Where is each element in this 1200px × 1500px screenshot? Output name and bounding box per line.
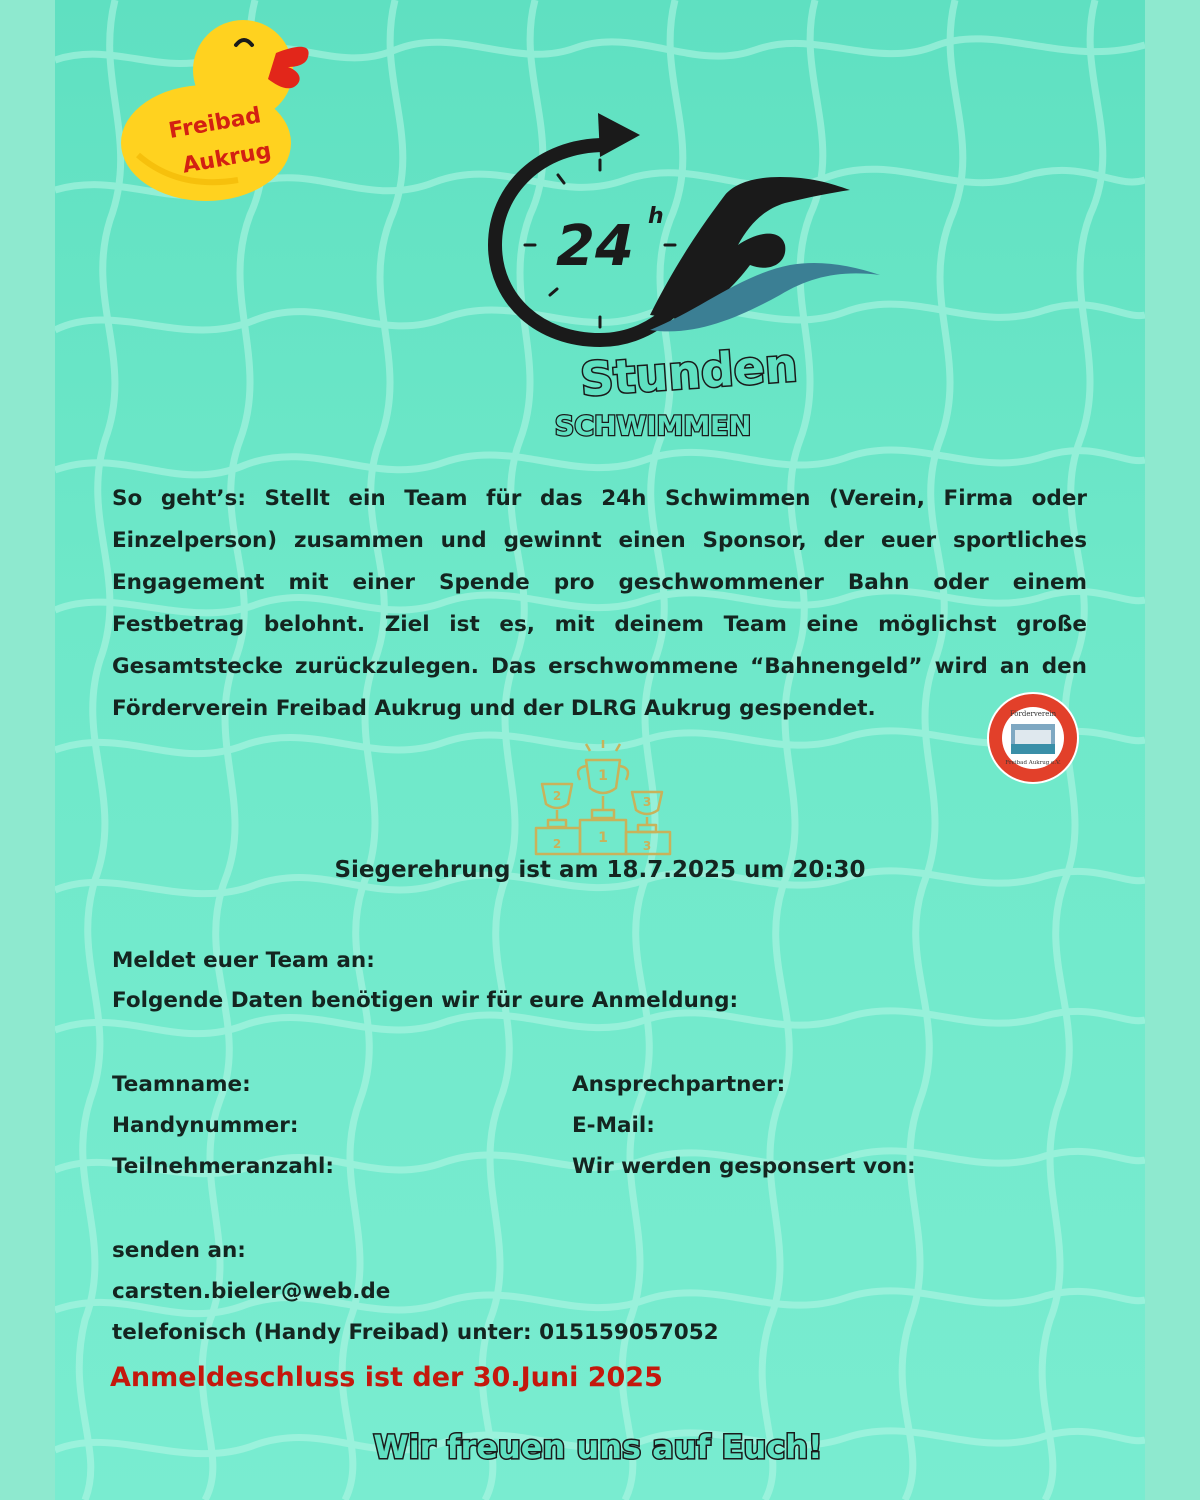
trophy-podium-icon	[528, 738, 678, 856]
trophy-2-label: 2	[552, 789, 562, 803]
logo-schwimmen-text: SCHWIMMEN	[554, 411, 752, 442]
logo-stunden-text: Stunden	[578, 337, 800, 407]
closing-message	[0, 1418, 1200, 1478]
field-label-teilnehmeranzahl: Teilnehmeranzahl:	[112, 1154, 335, 1179]
podium-3-label: 3	[642, 839, 652, 853]
logo-h-text: h	[648, 204, 664, 229]
24h-swimming-logo	[480, 105, 900, 445]
duck-label-line2: Aukrug	[180, 138, 274, 179]
trophy-3-label: 3	[642, 795, 652, 809]
signup-heading: Meldet euer Team an:	[112, 948, 375, 973]
badge-top-text: Förderverein	[1009, 710, 1057, 718]
field-label-email: E-Mail:	[572, 1113, 655, 1138]
rubber-duck-logo	[118, 15, 313, 205]
award-ceremony-text: Siegerehrung ist am 18.7.2025 um 20:30	[334, 857, 866, 883]
trophy-1-label: 1	[598, 768, 608, 784]
registration-deadline: Anmeldeschluss ist der 30.Juni 2025	[110, 1362, 663, 1393]
intro-paragraph: So geht’s: Stellt ein Team für das 24h Schwimmen (Verein, Firma oder Einzelperson) zusammen und gewinnt einen Sponsor, der euer sportliches Engagement mit einer Spende pro geschwommener Bahn oder einem Festbetrag belohnt. Ziel ist es, mit deinem Team eine möglichst große Gesamtstecke zurückzulegen. Das erschwommene “Bahnengeld” wird an den Förderverein Freibad Aukrug und der DLRG Aukrug gespendet.	[112, 486, 1087, 721]
badge-bottom-text: Freibad Aukrug e.V.	[1005, 760, 1061, 766]
signup-subheading: Folgende Daten benötigen wir für eure Anmeldung:	[112, 988, 739, 1013]
contact-phone: telefonisch (Handy Freibad) unter: 015159057052	[112, 1320, 719, 1345]
podium-2-label: 2	[552, 837, 562, 851]
arrow-head-icon	[598, 113, 640, 157]
contact-email-link[interactable]: carsten.bieler@web.de	[112, 1279, 391, 1304]
field-label-handynummer: Handynummer:	[112, 1113, 299, 1138]
podium-1-label: 1	[598, 830, 608, 846]
field-label-ansprechpartner: Ansprechpartner:	[572, 1072, 786, 1097]
field-label-teamname: Teamname:	[112, 1072, 251, 1097]
field-label-sponsor: Wir werden gesponsert von:	[572, 1154, 916, 1179]
logo-24-text: 24	[556, 214, 634, 279]
duck-label-line1: Freibad	[166, 103, 263, 145]
foerderverein-lifebuoy-badge	[985, 690, 1081, 786]
closing-text: Wir freuen uns auf Euch!	[373, 1428, 823, 1466]
contact-label: senden an:	[112, 1238, 246, 1263]
